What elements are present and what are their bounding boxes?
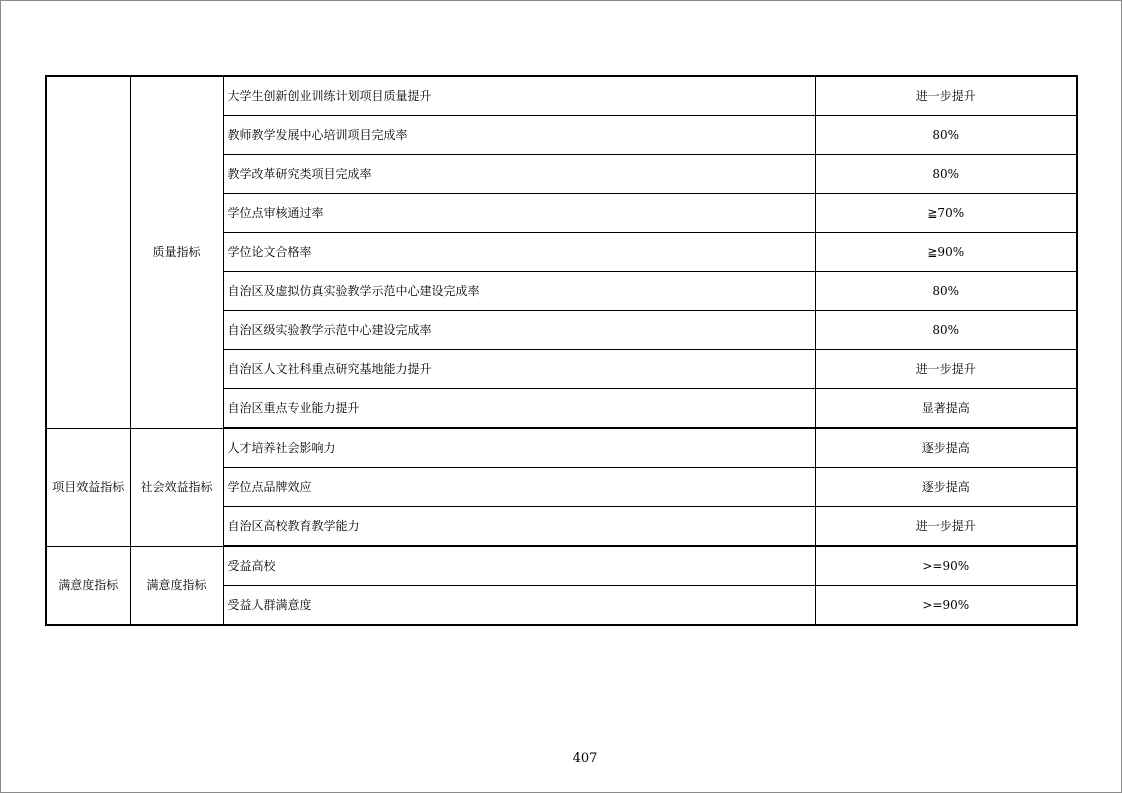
value-cell: 逐步提高 (815, 468, 1077, 507)
value-cell: >=90% (815, 546, 1077, 586)
indicator-cell: 教学改革研究类项目完成率 (223, 155, 815, 194)
indicator-cell: 自治区重点专业能力提升 (223, 389, 815, 429)
secondary-category-cell: 质量指标 (130, 76, 223, 428)
secondary-category-cell: 社会效益指标 (130, 428, 223, 546)
value-cell: 80% (815, 116, 1077, 155)
value-cell: 进一步提升 (815, 507, 1077, 547)
indicator-cell: 自治区人文社科重点研究基地能力提升 (223, 350, 815, 389)
indicator-cell: 自治区及虚拟仿真实验教学示范中心建设完成率 (223, 272, 815, 311)
indicator-cell: 自治区高校教育教学能力 (223, 507, 815, 547)
value-cell: ≧70% (815, 194, 1077, 233)
page-number: 407 (572, 751, 598, 766)
primary-category-cell: 项目效益指标 (46, 428, 130, 546)
value-cell: 显著提高 (815, 389, 1077, 429)
secondary-category-cell: 满意度指标 (130, 546, 223, 625)
table-row (46, 76, 1077, 116)
value-cell: ≧90% (815, 233, 1077, 272)
value-cell: 80% (815, 311, 1077, 350)
value-cell: 80% (815, 155, 1077, 194)
indicator-cell: 受益人群满意度 (223, 586, 815, 626)
primary-category-cell-blank (46, 76, 130, 428)
indicator-cell: 教师教学发展中心培训项目完成率 (223, 116, 815, 155)
table-row (46, 428, 1077, 468)
indicator-cell: 自治区级实验教学示范中心建设完成率 (223, 311, 815, 350)
value-cell: >=90% (815, 586, 1077, 626)
indicator-cell: 学位点审核通过率 (223, 194, 815, 233)
value-cell: 80% (815, 272, 1077, 311)
primary-category-cell: 满意度指标 (46, 546, 130, 625)
indicator-table (45, 75, 1078, 626)
value-cell: 进一步提升 (815, 350, 1077, 389)
indicator-cell: 学位论文合格率 (223, 233, 815, 272)
value-cell: 逐步提高 (815, 428, 1077, 468)
indicator-cell: 受益高校 (223, 546, 815, 586)
indicator-cell: 大学生创新创业训练计划项目质量提升 (223, 76, 815, 116)
indicator-cell: 学位点品牌效应 (223, 468, 815, 507)
value-cell: 进一步提升 (815, 76, 1077, 116)
table-row (46, 546, 1077, 586)
indicator-cell: 人才培养社会影响力 (223, 428, 815, 468)
